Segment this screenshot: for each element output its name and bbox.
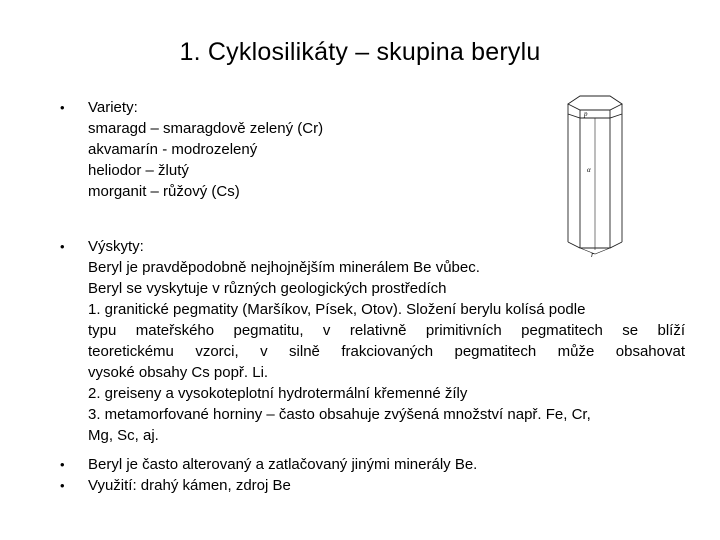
bullet-marker: • xyxy=(60,100,65,115)
bullet-marker: • xyxy=(60,239,65,254)
crystal-label-top: p xyxy=(584,110,588,118)
crystal-label-middle: α xyxy=(587,166,591,174)
varieties-section xyxy=(88,97,323,202)
variety-line: heliodor – žlutý xyxy=(88,162,189,179)
varieties-heading: Variety: xyxy=(88,99,138,116)
occurrence-line: typu mateřského pegmatitu, v relativně primitivních pegmatitech se blíží xyxy=(88,322,685,339)
usage-text: Využití: drahý kámen, zdroj Be xyxy=(88,477,291,494)
alteration-text: Beryl je často alterovaný a zatlačovaný jinými minerály Be. xyxy=(88,456,478,473)
bullet-marker: • xyxy=(60,478,65,493)
page-title: 1. Cyklosilikáty – skupina berylu xyxy=(179,38,541,66)
variety-line: akvamarín - modrozelený xyxy=(88,141,258,158)
variety-line: morganit – růžový (Cs) xyxy=(88,183,240,200)
variety-line: smaragd – smaragdově zelený (Cr) xyxy=(88,120,324,137)
occurrences-section xyxy=(88,236,685,446)
alteration-section xyxy=(88,454,477,475)
occurrence-line: 3. metamorfované horniny – často obsahuje zvýšená množství např. Fe, Cr, xyxy=(88,406,591,423)
bullet-marker: • xyxy=(60,457,65,472)
occurrence-line: vysoké obsahy Cs popř. Li. xyxy=(88,364,269,381)
crystal-label-bottom: r xyxy=(591,250,595,259)
occurrences-heading: Výskyty: xyxy=(88,238,144,255)
occurrence-line: Mg, Sc, aj. xyxy=(88,427,159,444)
beryl-crystal-illustration xyxy=(560,92,628,260)
occurrence-line: teoretickému vzorci, v silně frakciovaných pegmatitech může obsahovat xyxy=(88,343,685,360)
occurrence-line: Beryl se vyskytuje v různých geologických prostředích xyxy=(88,280,447,297)
occurrence-line: 1. granitické pegmatity (Maršíkov, Písek, Otov). Složení berylu kolísá podle xyxy=(88,301,586,318)
usage-section xyxy=(88,475,291,496)
occurrence-line: 2. greiseny a vysokoteplotní hydrotermální křemenné žíly xyxy=(88,385,468,402)
occurrence-line: Beryl je pravděpodobně nejhojnějším minerálem Be vůbec. xyxy=(88,259,480,276)
